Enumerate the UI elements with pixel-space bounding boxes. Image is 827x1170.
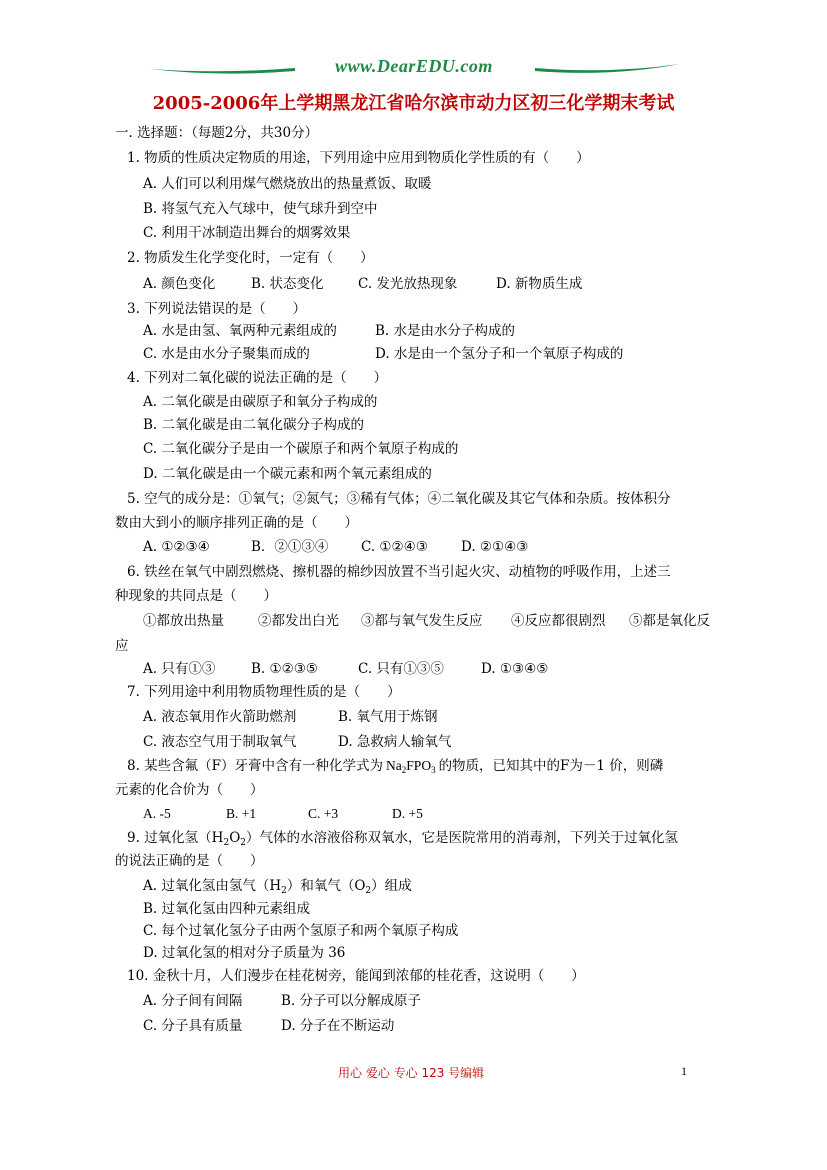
q9-stem-line1: [127, 829, 678, 852]
q8-formula-na: Na: [386, 758, 402, 773]
q9-option-a: [143, 877, 412, 900]
q9-sub-o: 2: [240, 838, 246, 848]
q8-stem-line1: [127, 757, 663, 779]
q8-option-b: B. +1: [226, 806, 257, 821]
q9-option-c: C. 每个过氧化氢分子由两个氢原子和两个氧原子构成: [143, 923, 459, 939]
q7-option-c: C. 液态空气用于制取氧气: [143, 734, 297, 750]
q5-option-d: D. ②①④③: [461, 539, 529, 555]
q10-options-row2: [143, 1017, 394, 1035]
section-heading: 一. 选择题：（每题2分，共30分）: [115, 125, 319, 141]
q10-options-row1: [143, 992, 421, 1010]
q7-stem: 7. 下列用途中利用物质物理性质的是（ ）: [127, 684, 401, 700]
q3-option-d: D. 水是由一个氢分子和一个氧原子构成的: [375, 346, 624, 362]
q7-options-row1: [143, 708, 438, 726]
q8-formula-sub1: 2: [401, 765, 407, 775]
q9-sub-h: 2: [223, 838, 230, 848]
q8-option-c: C. +3: [308, 806, 339, 821]
q6-stem-line2: 种现象的共同点是（ ）: [115, 588, 277, 604]
q10-option-d: D. 分子在不断运动: [281, 1018, 395, 1034]
q6-stem-line1: 6. 铁丝在氧气中剧烈燃烧、擦机器的棉纱因放置不当引起火灾、动植物的呼吸作用，上述三: [127, 564, 671, 580]
q2-stem: 2. 物质发生化学变化时，一定有（ ）: [127, 250, 374, 266]
q6-statement-2: ②都发出白光: [258, 613, 339, 629]
q8-stem-text: 8. 某些含氟（F）牙膏中含有一种化学式为: [127, 758, 384, 774]
q5-option-c: C. ①②④③: [361, 539, 428, 555]
q10-option-c: C. 分子具有质量: [143, 1018, 243, 1034]
q3-option-c: C. 水是由水分子聚集而成的: [143, 346, 310, 362]
q1-option-b: B. 将氢气充入气球中，使气球升到空中: [143, 201, 378, 217]
q3-option-a: A. 水是由氢、氧两种元素组成的: [143, 323, 337, 339]
q2-options: [143, 275, 582, 293]
q8-option-d: D. +5: [392, 806, 423, 821]
q9-option-b: B. 过氧化氢由四种元素组成: [143, 901, 311, 917]
q9-option-a-sub2: 2: [365, 886, 372, 896]
page-number: 1: [681, 1064, 687, 1078]
q4-stem: 4. 下列对二氧化碳的说法正确的是（ ）: [127, 370, 388, 386]
q6-options: [143, 660, 548, 678]
q8-option-a: A. -5: [143, 806, 171, 821]
q5-options: [143, 538, 528, 556]
q9-option-d: D. 过氧化氢的相对分子质量为 36: [143, 945, 346, 961]
q9-stem-line2: 的说法正确的是（ ）: [115, 853, 264, 869]
q3-options-row2: [143, 345, 623, 363]
q9-option-a-sub1: 2: [281, 886, 287, 896]
q4-option-a: A. 二氧化碳是由碳原子和氧分子构成的: [143, 394, 378, 410]
q7-options-row2: [143, 733, 451, 751]
q2-option-c: C. 发光放热现象: [358, 276, 458, 292]
q9-option-a-mid: ）和氧气（O: [286, 878, 366, 894]
q8-formula: [386, 758, 436, 773]
q10-stem: 10. 金秋十月，人们漫步在桂花树旁，能闻到浓郁的桂花香，这说明（ ）: [127, 968, 585, 984]
footer-text: 用心 爱心 专心 123 号编辑: [338, 1066, 485, 1080]
q6-option-b: B. ①②③⑤: [251, 661, 318, 677]
q6-option-a: A. 只有①③: [143, 661, 216, 677]
q8-formula-sub2: 3: [431, 765, 436, 775]
q1-option-a: A. 人们可以利用煤气燃烧放出的热量煮饭、取暖: [143, 176, 432, 192]
q5-option-b: B．②①③④: [251, 539, 329, 555]
q6-statement-4: ④反应都很剧烈: [511, 613, 606, 629]
q6-statement-5-cont: 应: [115, 638, 129, 654]
q7-option-a: A. 液态氧用作火箭助燃剂: [143, 709, 297, 725]
q3-stem: 3. 下列说法错误的是（ ）: [127, 301, 307, 317]
q1-stem: 1. 物质的性质决定物质的用途，下列用途中应用到物质化学性质的有（ ）: [127, 150, 590, 166]
q4-option-b: B. 二氧化碳是由二氧化碳分子构成的: [143, 417, 365, 433]
q8-stem-text-post: 的物质，已知其中的F为－1 价，则磷: [438, 758, 664, 774]
q4-option-d: D. 二氧化碳是由一个碳元素和两个氧元素组成的: [143, 466, 432, 482]
q8-options: [143, 805, 423, 823]
q9-option-a-post: ）组成: [371, 878, 412, 894]
q6-statement-3: ③都与氧气发生反应: [361, 613, 483, 629]
q10-option-b: B. 分子可以分解成原子: [281, 993, 422, 1009]
site-logo: www.DearEDU.com: [335, 56, 493, 76]
q4-option-c: C. 二氧化碳分子是由一个碳原子和两个氧原子构成的: [143, 441, 459, 457]
q10-option-a: A. 分子间有间隔: [143, 993, 243, 1009]
q6-statement-1: ①都放出热量: [143, 613, 224, 629]
q9-stem-post: ）气体的水溶液俗称双氧水，它是医院常用的消毒剂，下列关于过氧化氢: [246, 830, 678, 846]
q5-stem-line2: 数由大到小的顺序排列正确的是（ ）: [115, 515, 358, 531]
q6-option-c: C. 只有①③⑤: [358, 661, 444, 677]
q9-option-a-pre: A. 过氧化氢由氢气（H: [143, 878, 282, 894]
q2-option-d: D. 新物质生成: [496, 276, 583, 292]
page-title: 2005-2006年上学期黑龙江省哈尔滨市动力区初三化学期末考试: [152, 93, 675, 114]
q8-formula-fpo: FPO: [406, 758, 432, 773]
q5-option-a: A. ①②③④: [143, 539, 210, 555]
q8-stem-line2: 元素的化合价为（ ）: [115, 782, 264, 798]
q3-option-b: B. 水是由水分子构成的: [375, 323, 516, 339]
q3-options-row1: [143, 322, 515, 340]
q1-option-c: C. 利用干冰制造出舞台的烟雾效果: [143, 225, 351, 241]
q5-stem-line1: 5. 空气的成分是：①氧气；②氮气；③稀有气体；④二氧化碳及其它气体和杂质。按体积分: [127, 491, 671, 507]
q6-statements: [143, 612, 710, 630]
q9-stem-pre: 9. 过氧化氢（H: [127, 830, 224, 846]
q2-option-a: A. 颜色变化: [143, 276, 216, 292]
q6-statement-5: ⑤都是氧化反: [629, 613, 710, 629]
q7-option-b: B. 氧气用于炼钢: [338, 709, 438, 725]
q9-stem-o: O: [229, 830, 241, 846]
q2-option-b: B. 状态变化: [251, 276, 324, 292]
q7-option-d: D. 急救病人输氧气: [338, 734, 452, 750]
q6-option-d: D. ①③④⑤: [481, 661, 549, 677]
